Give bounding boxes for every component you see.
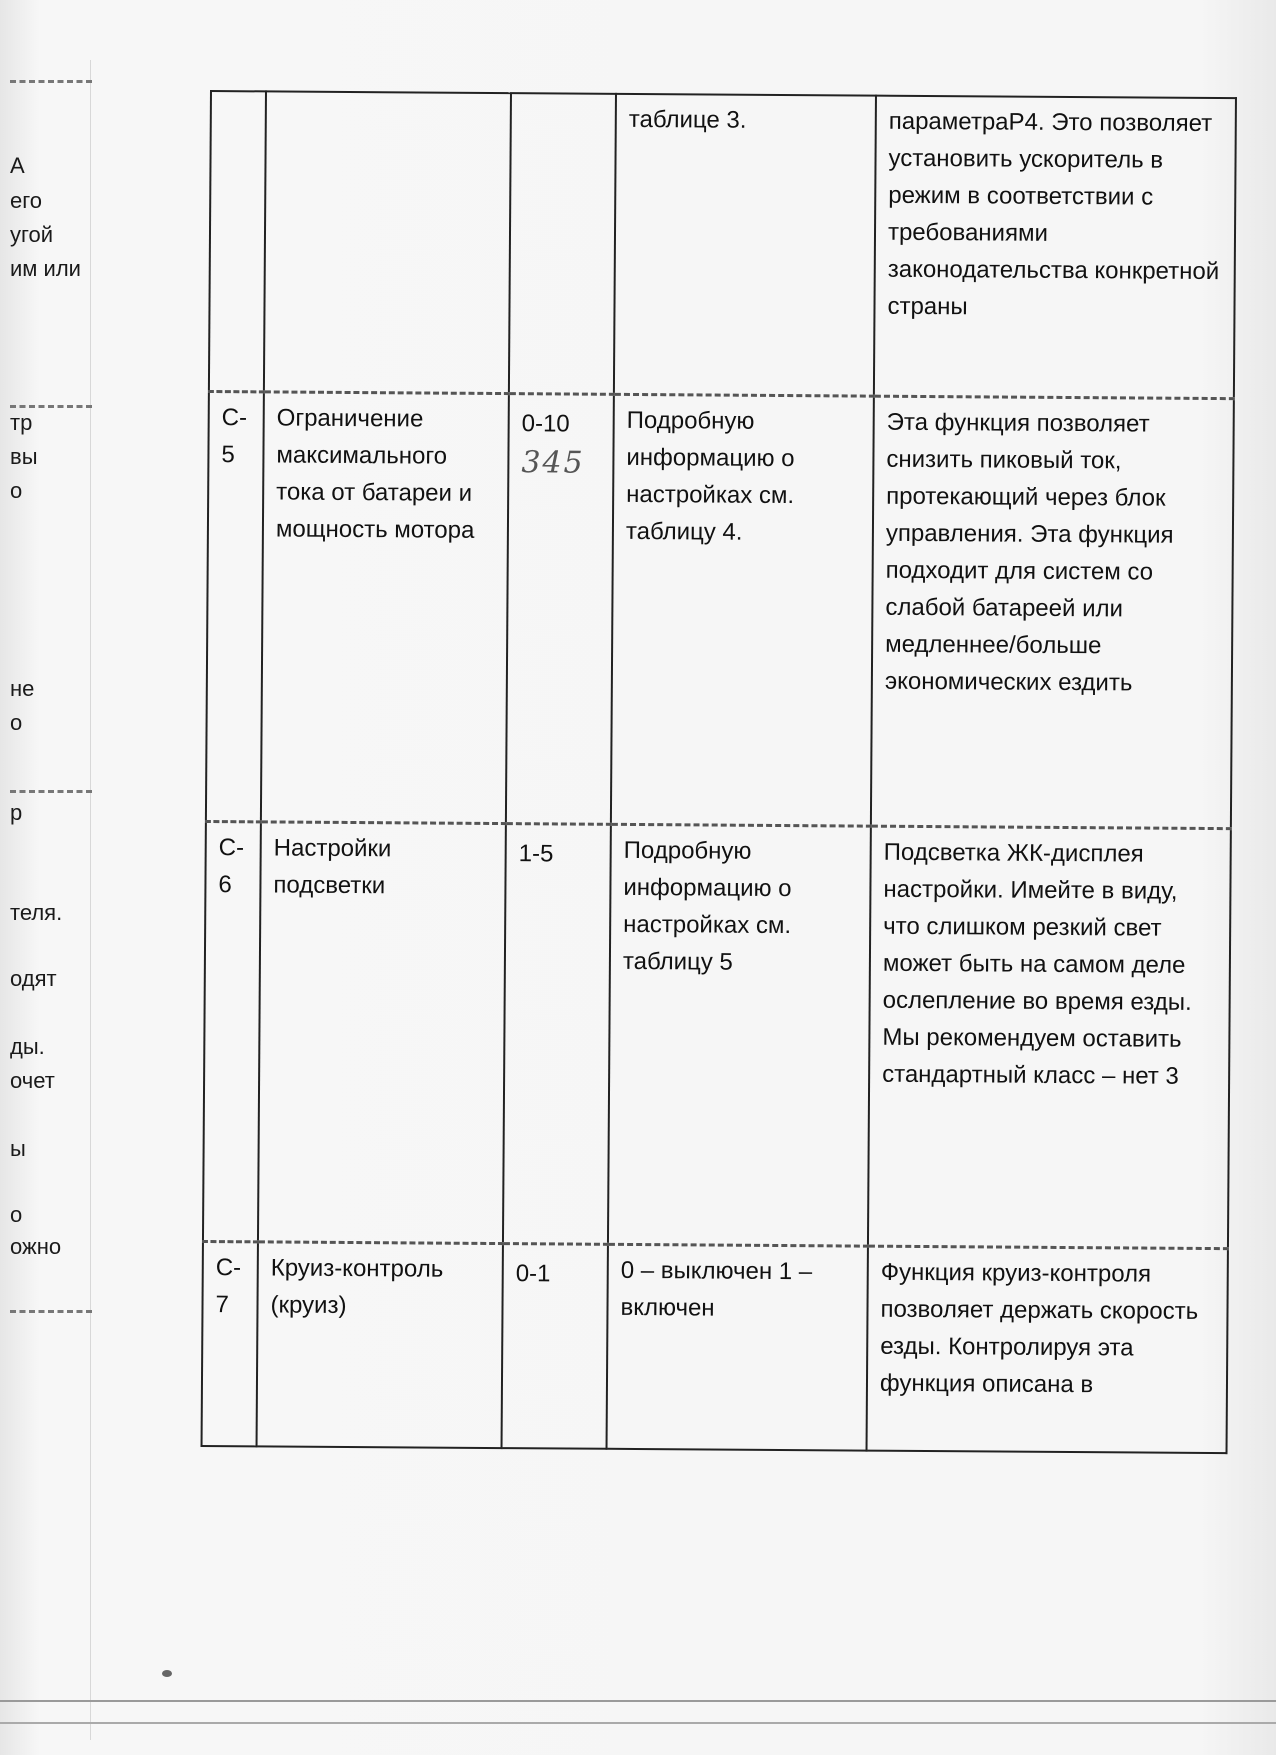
left-row-divider	[10, 80, 92, 83]
row-range	[509, 93, 616, 394]
row-code: C-7	[202, 1241, 258, 1446]
row-settings: Подробную информацию о настройках см. таблицу 5	[608, 824, 871, 1246]
row-code: C-6	[203, 821, 261, 1241]
left-fragment: одят	[10, 966, 57, 991]
left-fragment: ожно	[10, 1234, 62, 1259]
left-fragment: р	[10, 800, 23, 825]
row-name: Настройки подсветки	[258, 821, 506, 1243]
row-code	[209, 91, 266, 391]
left-fragment: очет	[10, 1068, 55, 1093]
page-edge-line	[0, 1700, 1276, 1703]
handwritten-note: 345	[521, 444, 585, 481]
page-edge-line	[0, 1722, 1276, 1725]
row-settings: Подробную информацию о настройках см. таблицу 4.	[611, 394, 874, 826]
left-fragment: теля.	[10, 900, 63, 925]
row-name	[264, 91, 511, 393]
left-fragment: о	[10, 710, 23, 735]
row-description: Функция круиз-контроля позволяет держать скорость езды. Контролируя эта функция описана в	[867, 1246, 1228, 1454]
left-fragment: его	[10, 188, 43, 213]
left-row-divider	[10, 1310, 92, 1313]
left-fragment: угой	[10, 222, 54, 247]
row-range: 1-5	[503, 823, 611, 1244]
left-fragment: А	[10, 153, 25, 178]
row-description: Подсветка ЖК-дисплея настройки. Имейте в виду, что слишком резкий свет может быть на самом деле ослепление во время езды. Мы рекомендуем оставить стандартный класс – нет 3	[868, 826, 1231, 1249]
table-row	[206, 391, 1234, 828]
left-fragment: не	[10, 676, 35, 701]
row-name: Ограничение максимального тока от батареи и мощность мотора	[261, 391, 509, 823]
table-row	[202, 1241, 1228, 1453]
left-fragment: ы	[10, 1136, 26, 1161]
row-range: 0-10	[521, 409, 570, 438]
row-code: C-5	[206, 391, 264, 821]
left-fragment: о	[10, 1202, 23, 1227]
left-fragment: ды.	[10, 1034, 45, 1059]
row-settings: таблице 3.	[614, 94, 876, 396]
left-fragment: тр	[10, 410, 33, 435]
left-row-divider	[10, 790, 92, 793]
row-range-cell	[506, 393, 614, 824]
left-fragment: о	[10, 478, 23, 503]
row-description: параметраP4. Это позволяет установить ускоритель в режим в соответствии с требованиями законодательства конкретной страны	[874, 96, 1236, 399]
table-row	[209, 91, 1236, 398]
row-description: Эта функция позволяет снизить пиковый ток, протекающий через блок управления. Эта функция подходит для систем со слабой батареей или медленнее/больше экономических ездить	[871, 396, 1234, 829]
left-fragment: им или	[10, 256, 81, 281]
scan-speck	[162, 1670, 172, 1677]
left-row-divider	[10, 405, 92, 408]
parameter-table-container	[201, 90, 1235, 1454]
row-settings: 0 – выключен 1 – включен	[607, 1244, 868, 1451]
table-row	[203, 821, 1231, 1248]
row-range: 0-1	[502, 1243, 608, 1449]
parameter-table	[201, 90, 1237, 1454]
row-name: Круиз-контроль (круиз)	[257, 1241, 503, 1448]
left-fragment: вы	[10, 444, 38, 469]
